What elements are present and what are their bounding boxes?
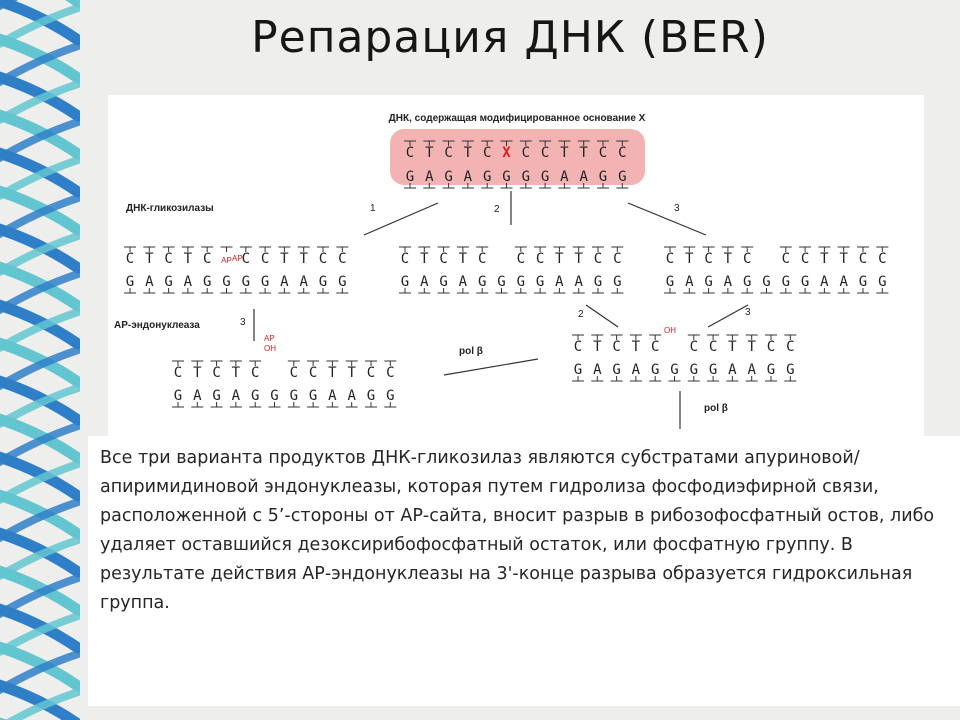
nucleotide: G (535, 274, 545, 290)
arrow-pol-beta-1 (444, 359, 538, 375)
nucleotide: T (574, 251, 583, 267)
nucleotide: G (366, 388, 376, 404)
nucleotide: C (521, 145, 531, 161)
nucleotide: A (631, 362, 641, 378)
nucleotide: A (579, 169, 588, 185)
nucleotide: G (405, 169, 415, 185)
glycosylases-label: ДНК-гликозилазы (126, 203, 214, 214)
nucleotide: C (858, 251, 868, 267)
ap-site-mark: AP (232, 254, 243, 263)
nucleotide: G (400, 274, 410, 290)
nucleotide: C (786, 339, 795, 355)
nucleotide: C (650, 339, 660, 355)
nucleotide: G (164, 274, 173, 290)
nucleotide: G (497, 274, 506, 290)
nucleotide: G (482, 169, 492, 185)
nucleotide: C (125, 251, 135, 267)
nucleotide: G (318, 274, 328, 290)
nucleotide: C (164, 251, 173, 267)
nucleotide: T (231, 365, 241, 381)
nucleotide: G (202, 274, 212, 290)
nucleotide: C (260, 251, 270, 267)
nucleotide: T (820, 251, 829, 267)
step-3-label-endo: 3 (240, 317, 246, 328)
nucleotide: C (618, 145, 627, 161)
nucleotide: T (420, 251, 429, 267)
nucleotide: A (728, 362, 737, 378)
step-1-label: 1 (370, 203, 376, 214)
nucleotide: C (613, 251, 622, 267)
nucleotide: G (593, 274, 603, 290)
nucleotide: T (425, 145, 434, 161)
nucleotide: T (463, 145, 473, 161)
nucleotide: C (535, 251, 545, 267)
nucleotide: C (878, 251, 887, 267)
nucleotide: C (439, 251, 448, 267)
nucleotide: T (347, 365, 356, 381)
nucleotide: C (173, 365, 183, 381)
nucleotide: T (560, 145, 569, 161)
nucleotide: T (631, 339, 641, 355)
nucleotide: T (728, 339, 737, 355)
nucleotide: C (477, 251, 487, 267)
nucleotide: G (650, 362, 660, 378)
nucleotide: C (386, 365, 395, 381)
nucleotide: A (555, 274, 564, 290)
nucleotide: G (858, 274, 868, 290)
nucleotide: C (444, 145, 453, 161)
nucleotide: A (574, 274, 583, 290)
nucleotide: G (704, 274, 713, 290)
description-box (88, 436, 960, 706)
nucleotide: G (766, 362, 776, 378)
nucleotide: A (593, 362, 602, 378)
nucleotide: C (405, 145, 415, 161)
arrow-merge-right (708, 305, 748, 327)
slide-title: Репарация ДНК (BER) (251, 12, 769, 63)
nucleotide: A (685, 274, 694, 290)
nucleotide: G (762, 274, 771, 290)
nucleotide: G (289, 388, 299, 404)
nucleotide: C (400, 251, 410, 267)
nucleotide: A (280, 274, 289, 290)
nucleotide: C (289, 365, 299, 381)
nucleotide: C (573, 339, 583, 355)
nucleotide: A (145, 274, 154, 290)
nucleotide: T (299, 251, 308, 267)
step-3-label-merge: 3 (745, 307, 751, 318)
nucleotide: C (241, 251, 251, 267)
nucleotide: A (425, 169, 434, 185)
nucleotide: G (386, 388, 395, 404)
nucleotide: G (540, 169, 550, 185)
nucleotide: A (231, 388, 241, 404)
strand-endo-bottom (172, 388, 396, 407)
nucleotide: C (540, 145, 550, 161)
nucleotide: G (125, 274, 135, 290)
backbone (221, 247, 233, 252)
nucleotide: T (593, 339, 602, 355)
strand-product1-bottom (124, 274, 348, 293)
nucleotide: A (723, 274, 733, 290)
arrow-step-3 (628, 203, 706, 235)
nucleotide: T (145, 251, 154, 267)
nucleotide: C (308, 365, 318, 381)
ber-diagram (108, 95, 924, 440)
nucleotide: C (482, 145, 492, 161)
nucleotide: G (260, 274, 270, 290)
nucleotide: A (458, 274, 468, 290)
nucleotide: C (250, 365, 260, 381)
nucleotide: T (723, 251, 733, 267)
strand-product3-top (664, 247, 888, 267)
strand-product2-bottom (399, 274, 623, 293)
nucleotide: C (212, 365, 221, 381)
nucleotide: G (502, 169, 511, 185)
step-2-label: 2 (494, 204, 500, 215)
nucleotide: G (689, 362, 699, 378)
nucleotide: A (820, 274, 829, 290)
nucleotide: G (222, 274, 231, 290)
nucleotide: C (742, 251, 752, 267)
nucleotide: X (502, 145, 511, 161)
nucleotide: G (444, 169, 453, 185)
nucleotide: A (747, 362, 756, 378)
nucleotide: G (786, 362, 795, 378)
description-text: Все три варианта продуктов ДНК-гликозилаз являются субстратами апуриновой/апиримидиновой эндонуклеазы, которая путем гидролиза фосфодиэфирной связи, расположенной с 5’-стороны от АР-сайта, вносит разрыв в рибозофосфатный остов, либо удаляет оставшийся дезоксирибофосфатный остаток, или фосфатную группу. В результате действия АР-эндонуклеазы на 3'-конце разрыва образуется гидроксильная группа. (100, 448, 935, 613)
nucleotide: G (618, 169, 627, 185)
nucleotide: T (280, 251, 289, 267)
nucleotide: T (193, 365, 202, 381)
nucleotide: G (665, 274, 675, 290)
nucleotide: A (560, 169, 569, 185)
nucleotide: G (241, 274, 251, 290)
nucleotide: T (839, 251, 848, 267)
nucleotide: C (704, 251, 713, 267)
nucleotide: G (612, 362, 621, 378)
nucleotide: G (212, 388, 221, 404)
pol-beta-label-1: pol β (459, 346, 483, 357)
nucleotide: T (328, 365, 337, 381)
nucleotide: C (366, 365, 376, 381)
nucleotide: G (308, 388, 318, 404)
nucleotide: G (338, 274, 347, 290)
nucleotide: T (747, 339, 756, 355)
arrow-merge-left (586, 305, 618, 327)
nucleotide: G (781, 274, 791, 290)
nucleotide: C (202, 251, 212, 267)
nucleotide: A (347, 388, 356, 404)
nucleotide: C (708, 339, 718, 355)
nucleotide: G (670, 362, 679, 378)
nucleotide: C (665, 251, 675, 267)
nucleotide: C (516, 251, 526, 267)
nucleotide: A (463, 169, 473, 185)
nucleotide: G (250, 388, 260, 404)
step-2-label-merge: 2 (578, 309, 584, 320)
nucleotide: G (516, 274, 526, 290)
nucleotide: G (173, 388, 183, 404)
nucleotide: A (839, 274, 848, 290)
strand-product2-top (399, 247, 623, 267)
nucleotide: T (579, 145, 588, 161)
nucleotide: T (685, 251, 694, 267)
modified-dna-label: ДНК, содержащая модифицированное основание X (388, 113, 646, 124)
nucleotide: C (612, 339, 621, 355)
ap-endonuclease-label: АР-эндонуклеаза (114, 320, 200, 331)
nucleotide: A (420, 274, 429, 290)
strand-endo-top (172, 361, 396, 381)
nucleotide: G (477, 274, 487, 290)
nucleotide: G (800, 274, 810, 290)
nucleotide: C (318, 251, 328, 267)
nucleotide: C (338, 251, 347, 267)
nucleotide: G (439, 274, 448, 290)
nucleotide: C (766, 339, 776, 355)
strand-merge-bottom (572, 362, 796, 381)
strand-product3-bottom (664, 274, 888, 293)
nucleotide: G (573, 362, 583, 378)
nucleotide: C (598, 145, 608, 161)
step-3-label: 3 (674, 203, 680, 214)
nucleotide: C (689, 339, 699, 355)
nucleotide: C (781, 251, 791, 267)
nucleotide: C (800, 251, 810, 267)
nucleotide: A (299, 274, 308, 290)
nucleotide: T (183, 251, 193, 267)
nucleotide: A (328, 388, 337, 404)
nucleotide: C (593, 251, 603, 267)
nucleotide: A (193, 388, 202, 404)
nucleotide: G (598, 169, 608, 185)
nucleotide: G (742, 274, 752, 290)
nucleotide: G (521, 169, 531, 185)
ap-mark-endo: AP (264, 334, 275, 343)
nucleotide: T (555, 251, 564, 267)
helix-strand (0, 684, 78, 720)
nucleotide: G (613, 274, 622, 290)
oh-mark-merge: OH (664, 326, 676, 335)
pol-beta-label-2: pol β (704, 403, 728, 414)
dna-helix-decoration (0, 0, 80, 720)
strand-merge-top (572, 335, 796, 355)
nucleotide: G (878, 274, 887, 290)
nucleotide: G (708, 362, 718, 378)
nucleotide: A (183, 274, 193, 290)
nucleotide: T (458, 251, 468, 267)
oh-mark-endo: OH (264, 344, 276, 353)
nucleotide: G (270, 388, 279, 404)
ap-site: AP (221, 256, 232, 265)
